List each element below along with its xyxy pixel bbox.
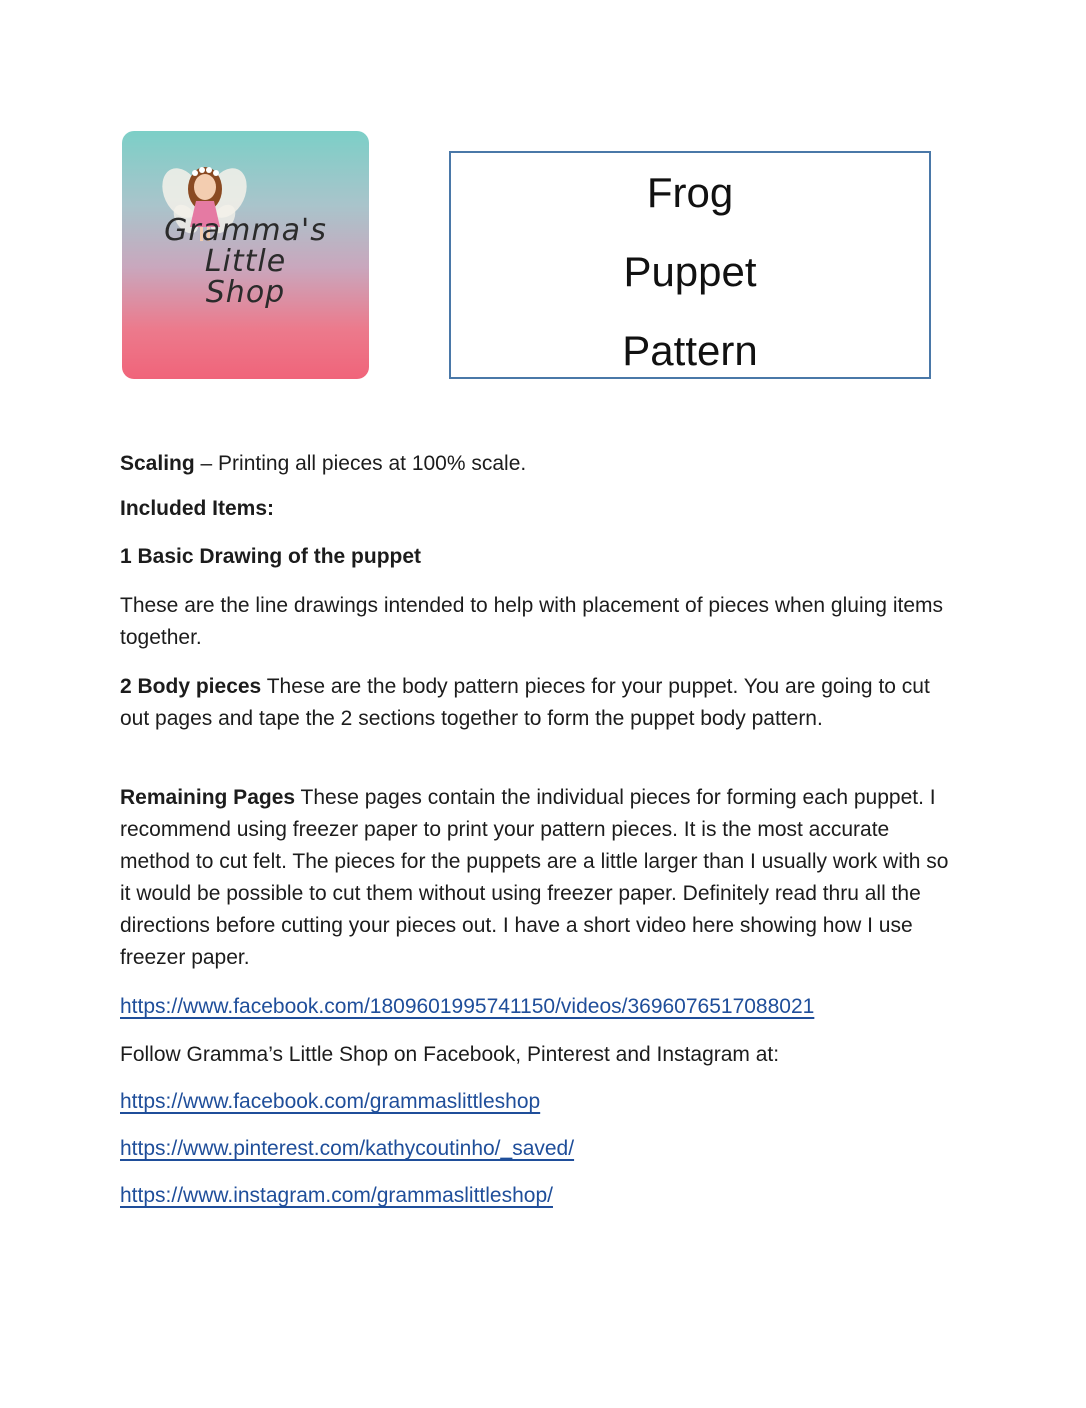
body-pieces-text: These are the body pattern pieces for your puppet. You are going to cut out pages and tape the 2 sections together to form the puppet body pattern.: [120, 675, 930, 730]
instagram-link[interactable]: https://www.instagram.com/grammaslittleshop/: [120, 1184, 553, 1207]
remaining-pages-paragraph: [120, 782, 950, 974]
basic-drawing-heading: 1 Basic Drawing of the puppet: [120, 545, 422, 568]
scaling-label: Scaling: [120, 452, 195, 475]
video-link-line: [120, 991, 950, 1023]
included-items-heading: Included Items:: [120, 497, 275, 520]
body-pieces-label: 2 Body pieces: [120, 675, 262, 698]
remaining-pages-text: These pages contain the individual pieces for forming each puppet. I recommend using freezer paper to print your pattern pieces. It is the most accurate method to cut felt. The pieces for the puppets are a little larger than I usually work with so it would be possible to cut them without using freezer paper. Definitely read thru all the directions before cutting your pieces out. I have a short video here showing how I use freezer paper.: [120, 786, 949, 969]
title-line-frog: Frog: [646, 169, 734, 216]
remaining-pages-label: Remaining Pages: [120, 786, 296, 809]
follow-text: Follow Gramma’s Little Shop on Facebook, Pinterest and Instagram at:: [120, 1043, 780, 1066]
basic-drawing-text: These are the line drawings intended to help with placement of pieces when gluing items together.: [120, 594, 943, 649]
logo-line-2: Little: [204, 244, 287, 279]
logo-line-3: Shop: [205, 275, 286, 310]
shop-logo: [122, 131, 369, 379]
facebook-link-line: [120, 1086, 950, 1118]
instagram-link-line: [120, 1180, 950, 1212]
logo-line-1: Gramma's: [164, 213, 327, 248]
facebook-link[interactable]: https://www.facebook.com/grammaslittleshop: [120, 1090, 541, 1113]
title-line-puppet: Puppet: [623, 248, 757, 295]
logo-text: [122, 215, 369, 308]
title-box: [449, 151, 931, 379]
pinterest-link[interactable]: https://www.pinterest.com/kathycoutinho/_saved/: [120, 1137, 575, 1160]
pinterest-link-line: [120, 1133, 950, 1165]
video-link[interactable]: https://www.facebook.com/1809601995741150/videos/3696076517088021: [120, 995, 815, 1018]
scaling-text: – Printing all pieces at 100% scale.: [194, 452, 527, 475]
scaling-paragraph: [120, 448, 950, 480]
title-line-pattern: Pattern: [622, 327, 758, 374]
body-pieces-paragraph: [120, 671, 950, 735]
